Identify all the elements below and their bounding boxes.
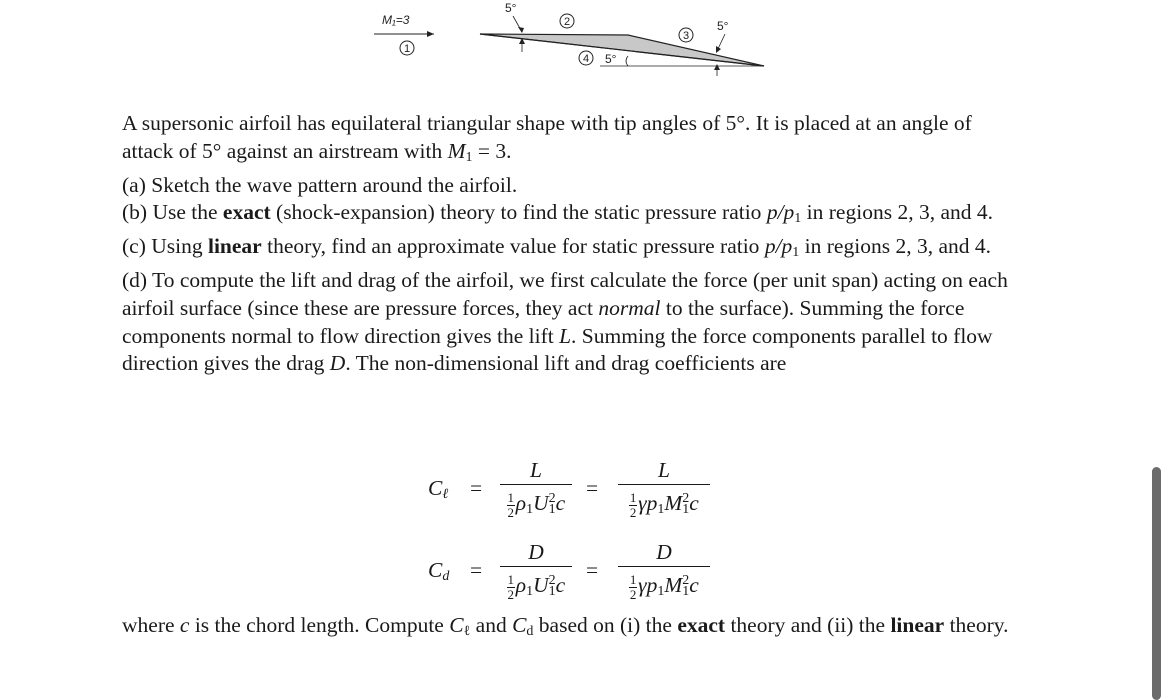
part-c: (c) Using linear theory, find an approximate value for static pressure ratio $p/p_1$ in regions 2, 3, and 4.: [122, 234, 991, 261]
airfoil-figure: [360, 0, 780, 80]
one-half: $\frac{1}{2}$: [629, 489, 637, 520]
part-a: (a) Sketch the wave pattern around the airfoil.: [122, 172, 518, 197]
equals-sign: =: [586, 558, 599, 582]
region-2-label: 2: [563, 16, 571, 28]
drag-coefficient-equation: [0, 538, 1170, 608]
equals-sign: =: [470, 558, 483, 582]
mach-label: M₁=3: [382, 13, 410, 27]
one-half: $\frac{1}{2}$: [507, 489, 515, 520]
angle-top-left-label: 5°: [505, 1, 517, 15]
equals-sign: =: [470, 476, 483, 500]
part-b: (b) Use the exact (shock-expansion) theory to find the static pressure ratio $p/p_1$ in regions 2, 3, and 4.: [122, 200, 993, 227]
cd-fraction-2: D $\frac{1}{2}$ $\gamma p_1M^2_1c$: [618, 540, 710, 604]
problem-intro: A supersonic airfoil has equilateral triangular shape with tip angles of 5°. It is placed at an angle of attack of 5° against an airstream with $M_1 = 3$.: [122, 111, 972, 165]
cl-symbol: $C_\ell$: [428, 476, 449, 502]
angle-right-label: 5°: [717, 19, 729, 33]
freestream-arrowhead: [427, 31, 434, 37]
region-1-label: 1: [403, 43, 411, 55]
part-d: (d) To compute the lift and drag of the airfoil, we first calculate the force (per unit span) acting on each airfoil surface (since these are pressure forces, they act normal to the surface). Summing the force components normal to flow direction gives the lift L. Summing the force components parallel to flow direction gives the drag D. The non-dimensional lift and drag coefficients are: [122, 267, 1008, 376]
lift-coefficient-equation: [0, 456, 1170, 526]
region-4-label: 4: [582, 53, 590, 65]
vertical-scrollbar[interactable]: [1152, 467, 1161, 700]
angle-right-lower-arrowhead: [714, 64, 720, 70]
cd-fraction-1: D $\frac{1}{2}$ $\rho_1U^2_1c$: [500, 540, 572, 604]
cd-symbol: $C_d$: [428, 558, 450, 584]
region-3-label: 3: [682, 30, 690, 42]
one-half: $\frac{1}{2}$: [629, 571, 637, 602]
one-half: $\frac{1}{2}$: [507, 571, 515, 602]
equals-sign: =: [586, 476, 599, 500]
angle-arc-bottom: [626, 56, 628, 66]
angle-top-left-arrowhead: [518, 27, 524, 33]
cl-fraction-2: L $\frac{1}{2}$ $\gamma p_1M^2_1c$: [618, 458, 710, 522]
cl-fraction-1: L $\frac{1}{2}$ $\rho_1U^2_1c$: [500, 458, 572, 522]
closing-paragraph: where c is the chord length. Compute $C_\ell$ and $C_d$ based on (i) the exact theory and (ii) the linear theory.: [122, 613, 1009, 639]
angle-bottom-label: 5°: [605, 52, 617, 66]
problem-statement: [122, 110, 1027, 378]
